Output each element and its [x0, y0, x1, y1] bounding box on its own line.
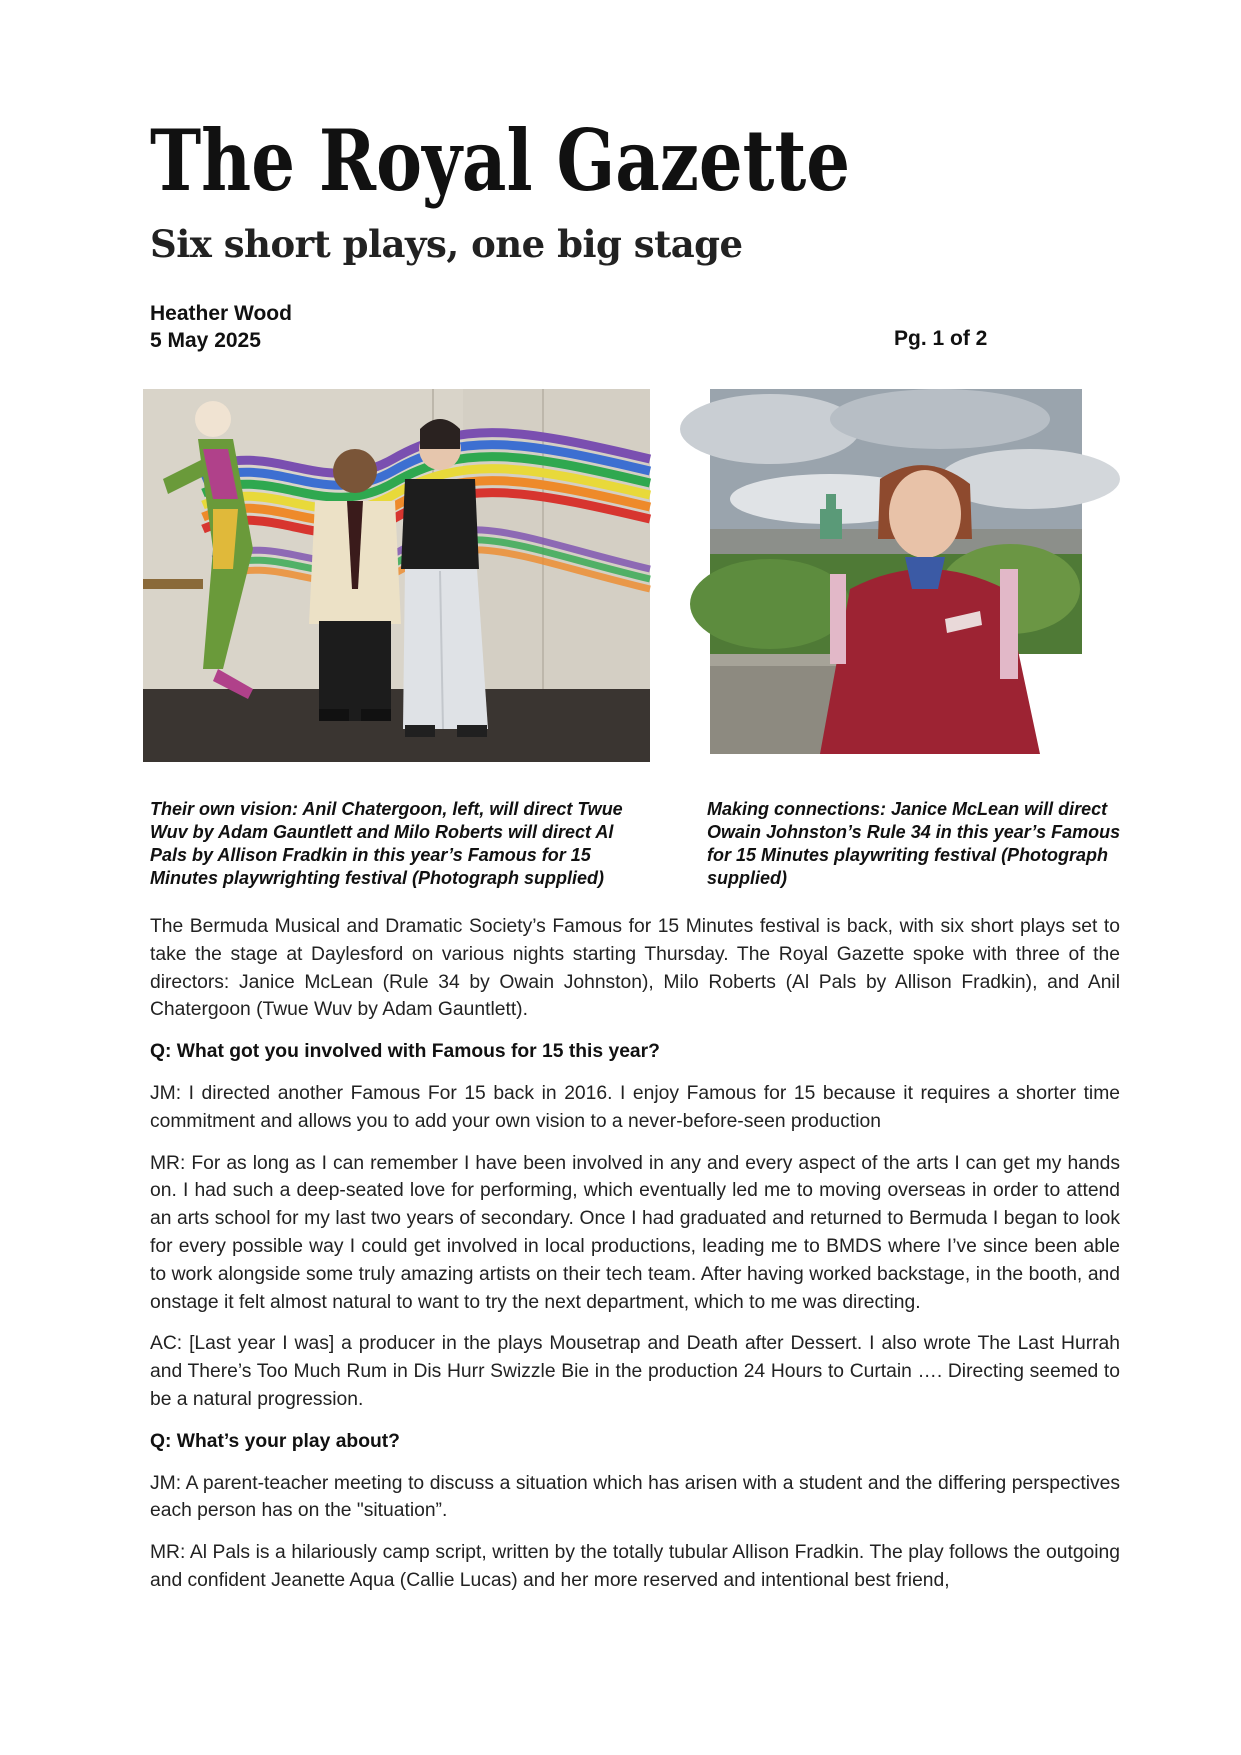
headline: Six short plays, one big stage [150, 222, 743, 266]
paragraph-intro: The Bermuda Musical and Dramatic Society’s Famous for 15 Minutes festival is back, with six short plays set to take the stage at Daylesford on various nights starting Thursday. The Royal Gazette spoke with three of the directors: Janice McLean (Rule 34 by Owain Johnston), Milo Roberts (Al Pals by Allison Fradkin), and Anil Chatergoon (Twue Wuv by Adam Gauntlett). [150, 916, 1120, 1021]
answer-paragraph: JM: I directed another Famous For 15 back in 2016. I enjoy Famous for 15 because it requires a shorter time commitment and allows you to add your own vision to a never-before-seen production [150, 1082, 1120, 1132]
masthead-logo [150, 112, 870, 212]
author-name: Heather Wood [150, 302, 292, 325]
photo-caption-2: Making connections: Janice McLean will direct Owain Johnston’s Rule 34 in this year’s Famous for 15 Minutes playwriting festival (Photograph supplied) [707, 799, 1121, 888]
janice-mclean-photo [710, 389, 1082, 754]
question-heading: Q: What’s your play about? [150, 1430, 400, 1452]
question-heading: Q: What got you involved with Famous for 15 this year? [150, 1041, 660, 1063]
answer-paragraph: MR: For as long as I can remember I have been involved in any and every aspect of the arts I can get my hands on. I had such a deep-seated love for performing, which eventually led me to moving overseas in order to attend an arts school for my last two years of secondary. Once I had graduated and returned to Bermuda I began to look for every possible way I could get involved in local productions, leading me to BMDS where I’ve since been able to work alongside some truly amazing artists on their tech team. After having worked backstage, in the booth, and onstage it felt almost natural to want to try the next department, which to me was directing. [150, 1152, 1120, 1313]
publish-date: 5 May 2025 [150, 329, 261, 352]
photo-caption-1: Their own vision: Anil Chatergoon, left, will direct Twue Wuv by Adam Gauntlett and Milo Roberts will direct Al Pals by Allison Fradkin in this year’s Famous for 15 Minutes playwrighting festival (Photograph supplied) [150, 799, 623, 888]
answer-paragraph: MR: Al Pals is a hilariously camp script, written by the totally tubular Allison Fradkin. The play follows the outgoing and confident Jeanette Aqua (Callie Lucas) and her more reserved and intentional best friend, [150, 1542, 1120, 1591]
masthead-title: The Royal Gazette [150, 111, 850, 210]
answer-paragraph: JM: A parent-teacher meeting to discuss a situation which has arisen with a student and the differing perspectives each person has on the "situation”. [150, 1472, 1120, 1522]
byline [150, 300, 292, 354]
article-body [150, 913, 1120, 1609]
answer-paragraph: AC: [Last year I was] a producer in the plays Mousetrap and Death after Dessert. I also wrote The Last Hurrah and There’s Too Much Rum in Dis Hurr Swizzle Bie in the production 24 Hours to Curtain …. Directing seemed to be a natural progression. [150, 1333, 1120, 1410]
directors-photo [143, 389, 650, 762]
page-number: Pg. 1 of 2 [894, 327, 988, 350]
